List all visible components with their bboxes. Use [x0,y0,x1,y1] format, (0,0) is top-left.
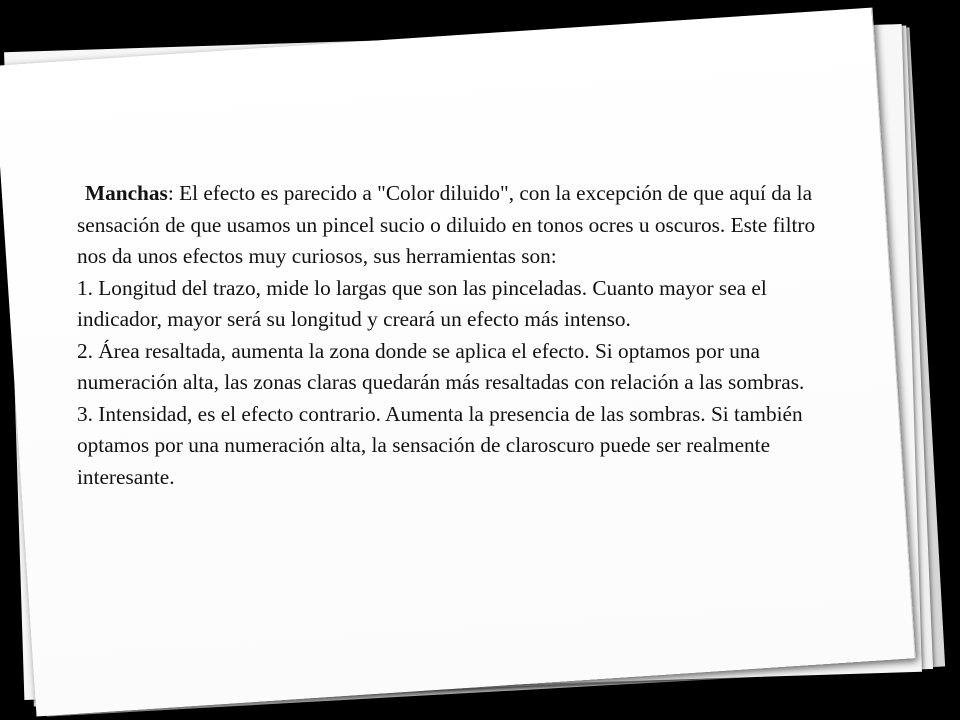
body-text [77,178,847,493]
list-item: 1. Longitud del trazo, mide lo largas que son las pinceladas. Cuanto mayor sea el indicador, mayor será su longitud y creará un efecto más intenso. [77,275,767,331]
term-label: Manchas [85,181,168,205]
list-item: 2. Área resaltada, aumenta la zona donde se aplica el efecto. Si optamos por una numeración alta, las zonas claras quedarán más resaltadas con relación a las sombras. [77,338,805,394]
intro-text: : El efecto es parecido a "Color diluido", con la excepción de que aquí da la sensación de que usamos un pincel sucio o diluido en tonos ocres u oscuros. Este filtro nos da unos efectos muy curiosos, sus herramientas son: [77,181,816,268]
list-item: 3. Intensidad, es el efecto contrario. Aumenta la presencia de las sombras. Si también optamos por una numeración alta, la sensación de claroscuro puede ser realmente interesante. [77,401,803,489]
intro-paragraph [77,178,847,273]
